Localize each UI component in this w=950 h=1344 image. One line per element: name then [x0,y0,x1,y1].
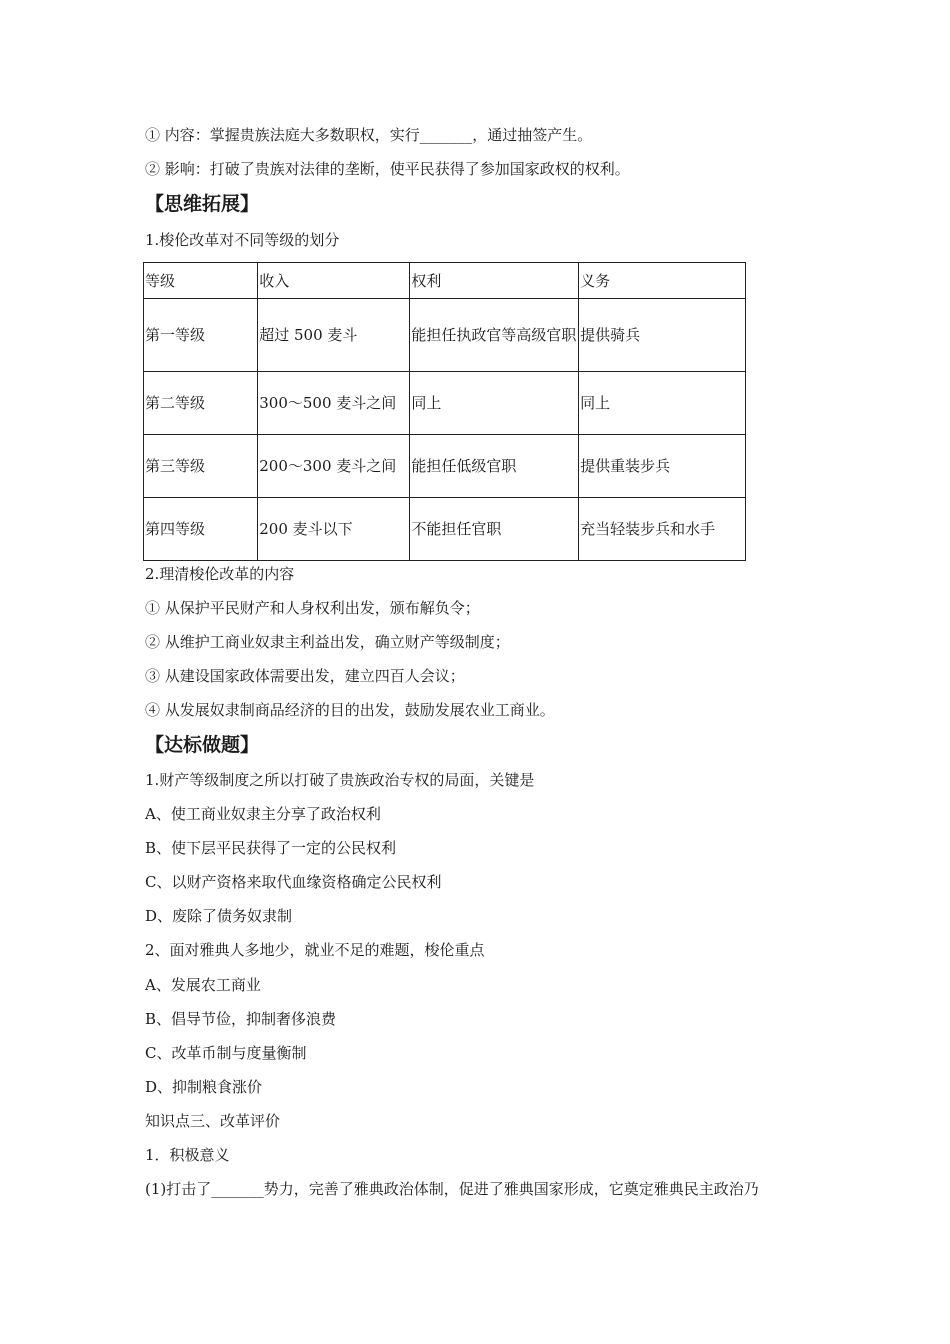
answer-option: C、改革币制与度量衡制 [145,1044,307,1062]
table-cell: 能担任低级官职 [410,435,579,498]
section-heading-thinking: 【思维拓展】 [145,193,260,215]
table-cell: 第二等级 [144,372,258,435]
table-cell: 同上 [579,372,746,435]
table-header-cell: 收入 [258,263,410,299]
table-cell: 第四等级 [144,498,258,561]
table-cell: 能担任执政官等高级官职 [410,299,579,372]
table-caption: 1.梭伦改革对不同等级的划分 [145,231,340,249]
list-item: ④ 从发展奴隶制商品经济的目的出发，鼓励发展农业工商业。 [145,701,555,719]
table-row [144,498,746,561]
list-item: ② 从维护工商业奴隶主利益出发，确立财产等级制度； [145,633,510,651]
table-cell: 200 麦斗以下 [258,498,410,561]
knowledge-point-text: (1)打击了_______势力，完善了雅典政治体制，促进了雅典国家形成，它奠定雅典民主政治乃 [145,1180,759,1198]
content-line: ① 内容：掌握贵族法庭大多数职权，实行_______，通过抽签产生。 [145,126,593,144]
table-row [144,372,746,435]
table-cell: 第三等级 [144,435,258,498]
table-row [144,435,746,498]
answer-option: C、以财产资格来取代血缘资格确定公民权利 [145,873,442,891]
answer-option: B、倡导节俭，抑制奢侈浪费 [145,1010,337,1028]
class-division-table [143,262,746,561]
knowledge-point-subtitle: 1．积极意义 [145,1146,230,1164]
table-cell: 提供重装步兵 [579,435,746,498]
table-cell: 同上 [410,372,579,435]
list-item: ① 从保护平民财产和人身权利出发，颁布解负令； [145,599,480,617]
table-cell: 充当轻装步兵和水手 [579,498,746,561]
impact-line: ② 影响：打破了贵族对法律的垄断，使平民获得了参加国家政权的权利。 [145,160,630,178]
list-title: 2.理清梭伦改革的内容 [145,565,295,583]
answer-option: D、废除了债务奴隶制 [145,907,293,925]
table-cell: 第一等级 [144,299,258,372]
table-cell: 300～500 麦斗之间 [258,372,410,435]
table-header-cell: 权利 [410,263,579,299]
knowledge-point-title: 知识点三、改革评价 [145,1112,281,1130]
table-header-row [144,263,746,299]
table-header-cell: 等级 [144,263,258,299]
table-cell: 200～300 麦斗之间 [258,435,410,498]
list-item: ③ 从建设国家政体需要出发，建立四百人会议； [145,667,465,685]
section-heading-practice: 【达标做题】 [145,734,260,756]
answer-option: D、抑制粮食涨价 [145,1078,263,1096]
table-row [144,299,746,372]
table-cell: 不能担任官职 [410,498,579,561]
question-stem: 1.财产等级制度之所以打破了贵族政治专权的局面，关键是 [145,771,535,789]
answer-option: A、发展农工商业 [145,976,261,994]
table-header-cell: 义务 [579,263,746,299]
answer-option: B、使下层平民获得了一定的公民权利 [145,839,397,857]
table-cell: 提供骑兵 [579,299,746,372]
table-cell: 超过 500 麦斗 [258,299,410,372]
answer-option: A、使工商业奴隶主分享了政治权利 [145,805,381,823]
question-stem: 2、面对雅典人多地少，就业不足的难题，梭伦重点 [145,941,485,959]
